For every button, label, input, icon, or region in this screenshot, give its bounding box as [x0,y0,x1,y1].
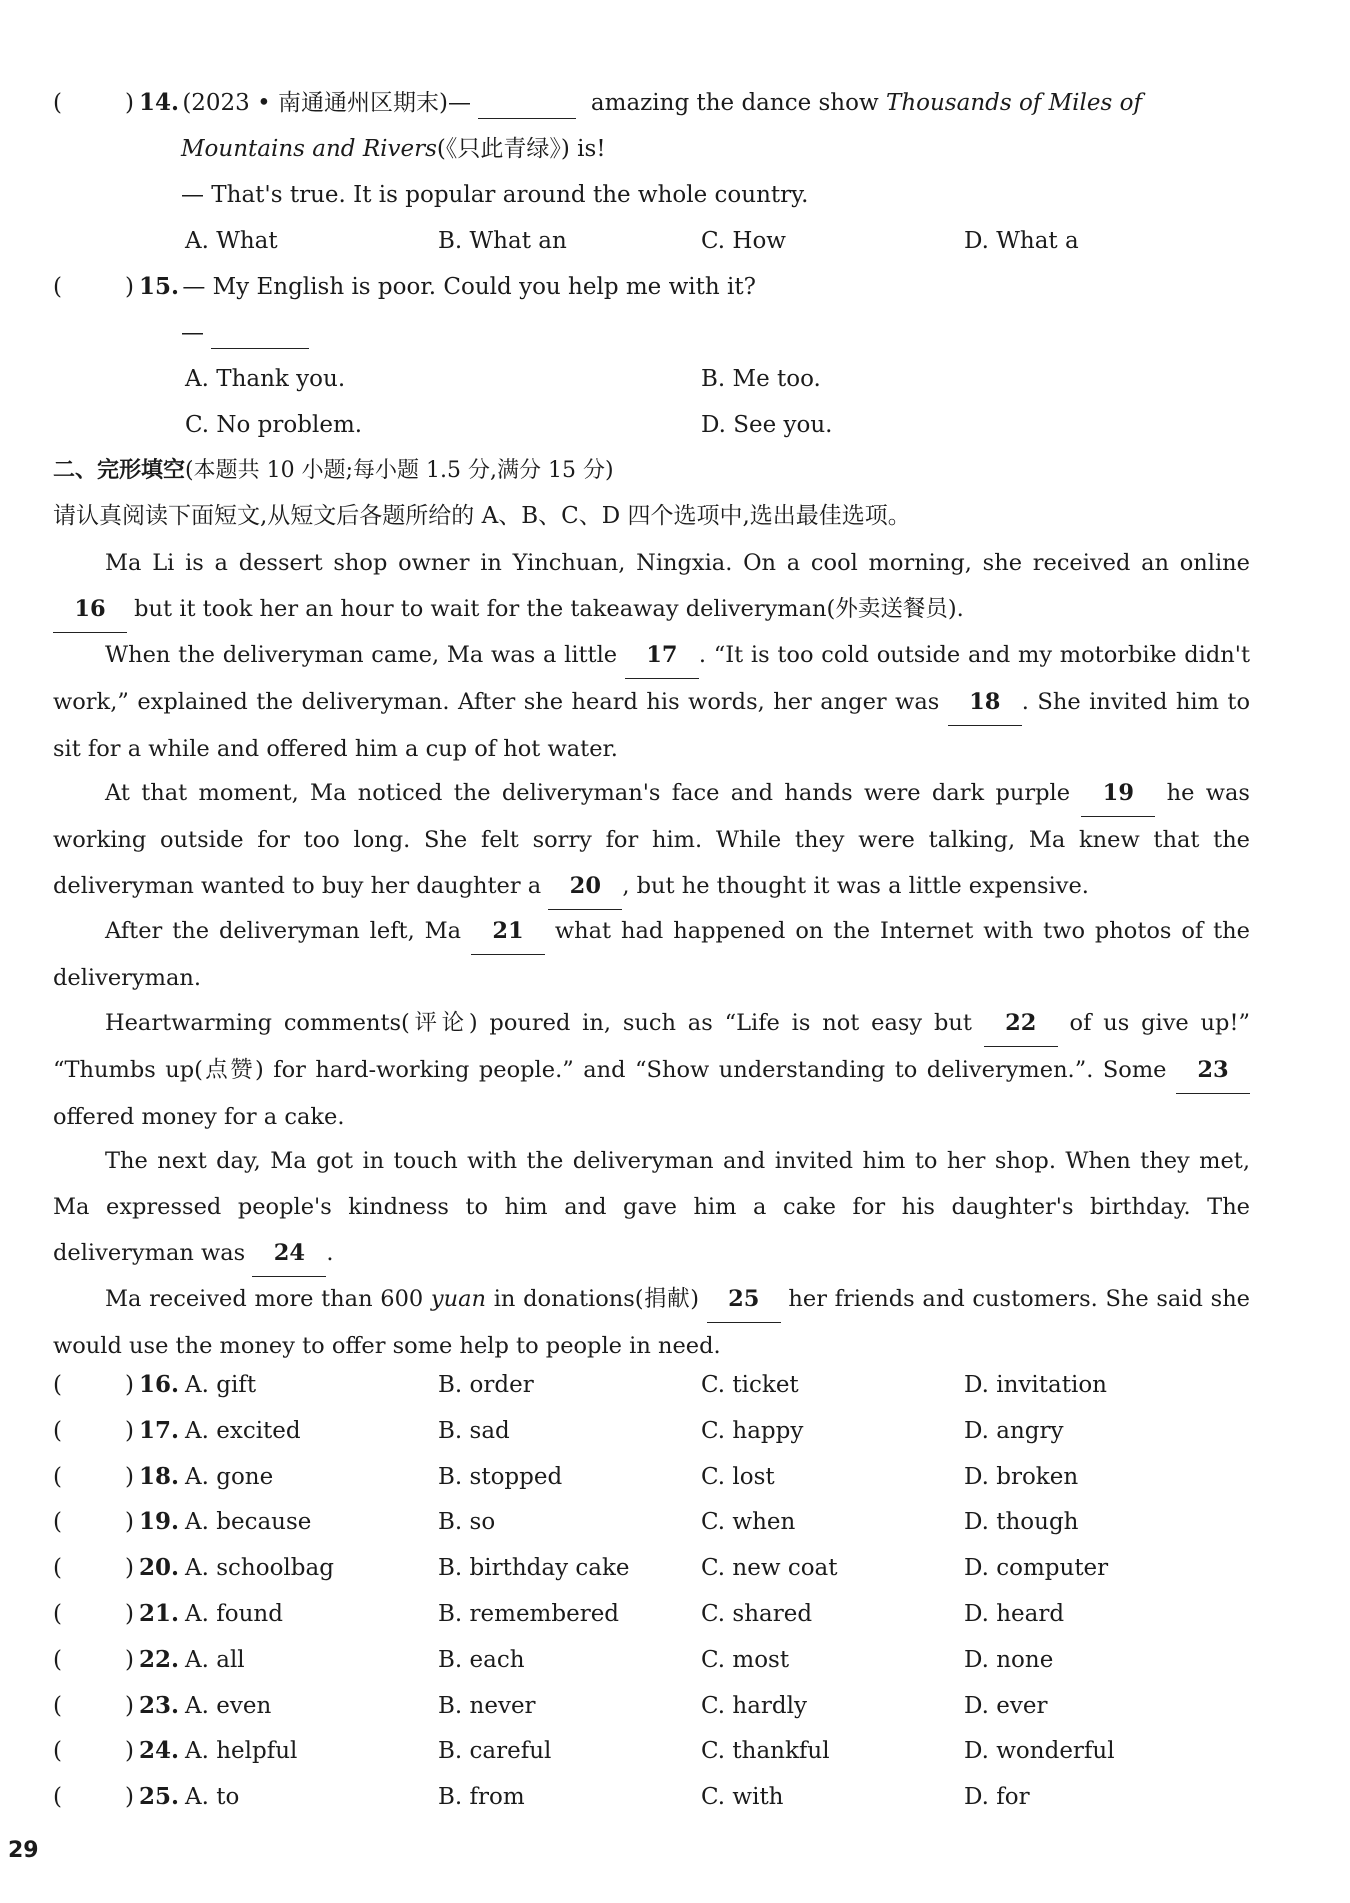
option-c: C. lost [701,1464,775,1490]
option-b: B. What an [438,228,567,254]
option-d: D. wonderful [964,1738,1115,1764]
blank-23: 23 [1176,1047,1250,1094]
option-c: C. new coat [701,1555,838,1581]
option-d: D. angry [964,1418,1064,1444]
question-14-reply: — That's true. It is popular around the whole country. [181,182,809,208]
passage-paragraph-3 [53,770,1250,910]
option-b: B. sad [438,1418,510,1444]
question-14 [53,88,1142,119]
passage-paragraph-6 [53,1138,1250,1277]
option-a: A. even [185,1693,272,1719]
blank-21: 21 [471,908,545,955]
blank-18: 18 [948,679,1022,726]
option-d: D. computer [964,1555,1109,1581]
option-b: B. stopped [438,1464,563,1490]
question-number: 20. [139,1554,180,1581]
option-d: D. none [964,1647,1054,1673]
option-a: A. What [185,228,278,254]
option-c: C. No problem. [185,412,363,438]
passage-text: in donations(捐献) [493,1286,700,1312]
question-row [53,1553,180,1583]
option-b: B. from [438,1784,525,1810]
option-b: B. so [438,1509,496,1535]
option-c: C. How [701,228,786,254]
passage-text: yuan [430,1286,487,1312]
option-c: C. with [701,1784,784,1810]
blank-25: 25 [707,1276,781,1323]
option-c: C. most [701,1647,790,1673]
answer-paren-open: ( [53,1738,62,1764]
question-row [53,1416,180,1446]
question-number: 24. [139,1737,180,1764]
option-c: C. thankful [701,1738,830,1764]
passage-text: of us give up!” “Thumbs up(点赞) for hard-working people.” and “Show understanding to deliverymen.”. Some [53,1010,1250,1083]
question-source: (2023 • 南通通州区期末)— [182,90,471,116]
passage-paragraph-1 [53,540,1250,633]
passage-text: but it took her an hour to wait for the takeaway deliveryman(外卖送餐员). [134,596,964,622]
option-d: D. invitation [964,1372,1107,1398]
passage-text: Ma received more than 600 [105,1286,424,1312]
question-15 [53,272,756,302]
answer-paren-close: ) [125,1647,134,1673]
answer-paren-open: ( [53,1693,62,1719]
reply-dash: — [181,320,204,346]
question-number: 21. [139,1600,180,1627]
answer-paren-close: ) [125,1372,134,1398]
answer-paren-open: ( [53,1555,62,1581]
passage-text: . [326,1240,334,1266]
section-note: (本题共 10 小题;每小题 1.5 分,满分 15 分) [185,458,614,483]
option-a: A. excited [185,1418,301,1444]
passage-text: her friends and customers. She said she would use the money to offer some help to people in need. [53,1286,1250,1359]
show-title-part2: Mountains and Rivers [181,136,437,162]
passage-text: offered money for a cake. [53,1104,345,1130]
question-text: — My English is poor. Could you help me with it? [182,274,756,300]
blank-22: 22 [984,1000,1058,1047]
section-heading: 二、完形填空 [53,457,186,483]
option-d: D. See you. [701,412,833,438]
blank-17: 17 [625,632,699,679]
question-number: 19. [139,1508,180,1535]
option-b: B. order [438,1372,534,1398]
option-a: A. found [185,1601,283,1627]
option-d: D. broken [964,1464,1079,1490]
option-d: D. though [964,1509,1079,1535]
section-instruction: 请认真阅读下面短文,从短文后各题所给的 A、B、C、D 四个选项中,选出最佳选项。 [53,503,911,529]
passage-text: Ma Li is a dessert shop owner in Yinchuan, Ningxia. On a cool morning, she received an online [105,550,1250,576]
option-b: B. remembered [438,1601,620,1627]
question-row [53,1462,180,1492]
answer-blank [478,88,576,119]
answer-paren-close: ) [125,1418,134,1444]
option-d: D. What a [964,228,1079,254]
passage-paragraph-4 [53,908,1250,1001]
page-number: 29 [8,1838,39,1863]
question-15-reply [181,318,309,349]
question-row [53,1782,180,1812]
question-tail: is! [577,136,606,162]
question-row [53,1645,180,1675]
answer-paren-close: ) [125,1555,134,1581]
passage-text: The next day, Ma got in touch with the deliveryman and invited him to her shop. When they met, Ma expressed people's kindness to him and gave him a cake for his daughter's birthday. The deliveryman was [53,1148,1250,1266]
passage-text: Heartwarming comments(评论) poured in, such as “Life is not easy but [105,1010,972,1036]
question-number: 25. [139,1783,180,1810]
question-row [53,1370,180,1400]
question-number: 14. [139,89,180,116]
blank-20: 20 [548,863,622,910]
option-b: B. birthday cake [438,1555,630,1581]
question-number: 16. [139,1371,180,1398]
question-row [53,1507,180,1537]
answer-blank [211,318,309,349]
answer-paren-open: ( [53,1784,62,1810]
answer-paren-close: ) [125,1601,134,1627]
answer-paren-close: ) [125,1464,134,1490]
question-text: amazing the dance show [590,90,879,116]
option-a: A. all [185,1647,245,1673]
option-a: A. schoolbag [185,1555,334,1581]
passage-text: he was working outside for too long. She felt sorry for him. While they were talking, Ma knew that the deliveryman wanted to buy her daughter a [53,780,1250,899]
answer-paren-open: ( [53,1601,62,1627]
answer-paren-open: ( [53,1509,62,1535]
answer-paren-open: ( [53,1418,62,1444]
option-d: D. for [964,1784,1030,1810]
option-a: A. gift [185,1372,257,1398]
answer-paren-close: ) [125,1784,134,1810]
passage-paragraph-7 [53,1276,1250,1369]
answer-paren-open: ( [53,90,62,116]
option-d: D. heard [964,1601,1065,1627]
passage-text: , but he thought it was a little expensive. [622,873,1089,899]
passage-text: At that moment, Ma noticed the deliveryman's face and hands were dark purple [105,780,1071,806]
answer-paren-close: ) [125,1738,134,1764]
option-c: C. shared [701,1601,813,1627]
option-b: B. Me too. [701,366,821,392]
answer-paren-open: ( [53,274,62,300]
question-row [53,1691,180,1721]
blank-19: 19 [1081,770,1155,817]
option-b: B. each [438,1647,525,1673]
question-row [53,1736,180,1766]
answer-paren-close: ) [125,274,134,300]
option-c: C. hardly [701,1693,807,1719]
option-c: C. ticket [701,1372,799,1398]
answer-paren-close: ) [125,90,134,116]
answer-paren-open: ( [53,1647,62,1673]
answer-paren-open: ( [53,1464,62,1490]
option-a: A. gone [185,1464,274,1490]
question-number: 18. [139,1463,180,1490]
option-c: C. when [701,1509,796,1535]
passage-text: When the deliveryman came, Ma was a little [105,642,618,668]
show-title-part1: Thousands of Miles of [885,90,1142,116]
question-number: 23. [139,1692,180,1719]
option-c: C. happy [701,1418,804,1444]
passage-text: . She invited him to sit for a while and offered him a cup of hot water. [53,689,1250,762]
option-a: A. because [185,1509,312,1535]
blank-16: 16 [53,586,127,633]
question-number: 17. [139,1417,180,1444]
option-a: A. Thank you. [185,366,346,392]
option-b: B. never [438,1693,536,1719]
answer-paren-close: ) [125,1693,134,1719]
section-title [53,455,614,486]
option-d: D. ever [964,1693,1048,1719]
passage-text: After the deliveryman left, Ma [105,918,462,944]
option-b: B. careful [438,1738,552,1764]
blank-24: 24 [252,1230,326,1277]
passage-text: . “It is too cold outside and my motorbike didn't work,” explained the deliveryman. After she heard his words, her anger was [53,642,1250,715]
show-title-chinese: (《只此青绿》) [436,136,570,162]
question-number: 22. [139,1646,180,1673]
option-a: A. to [185,1784,240,1810]
passage-paragraph-2 [53,632,1250,772]
option-a: A. helpful [185,1738,298,1764]
answer-paren-open: ( [53,1372,62,1398]
question-14-cont [181,134,606,164]
passage-text: what had happened on the Internet with two photos of the deliveryman. [53,918,1250,991]
answer-paren-close: ) [125,1509,134,1535]
question-number: 15. [139,273,180,300]
passage-paragraph-5 [53,1000,1250,1140]
question-row [53,1599,180,1629]
